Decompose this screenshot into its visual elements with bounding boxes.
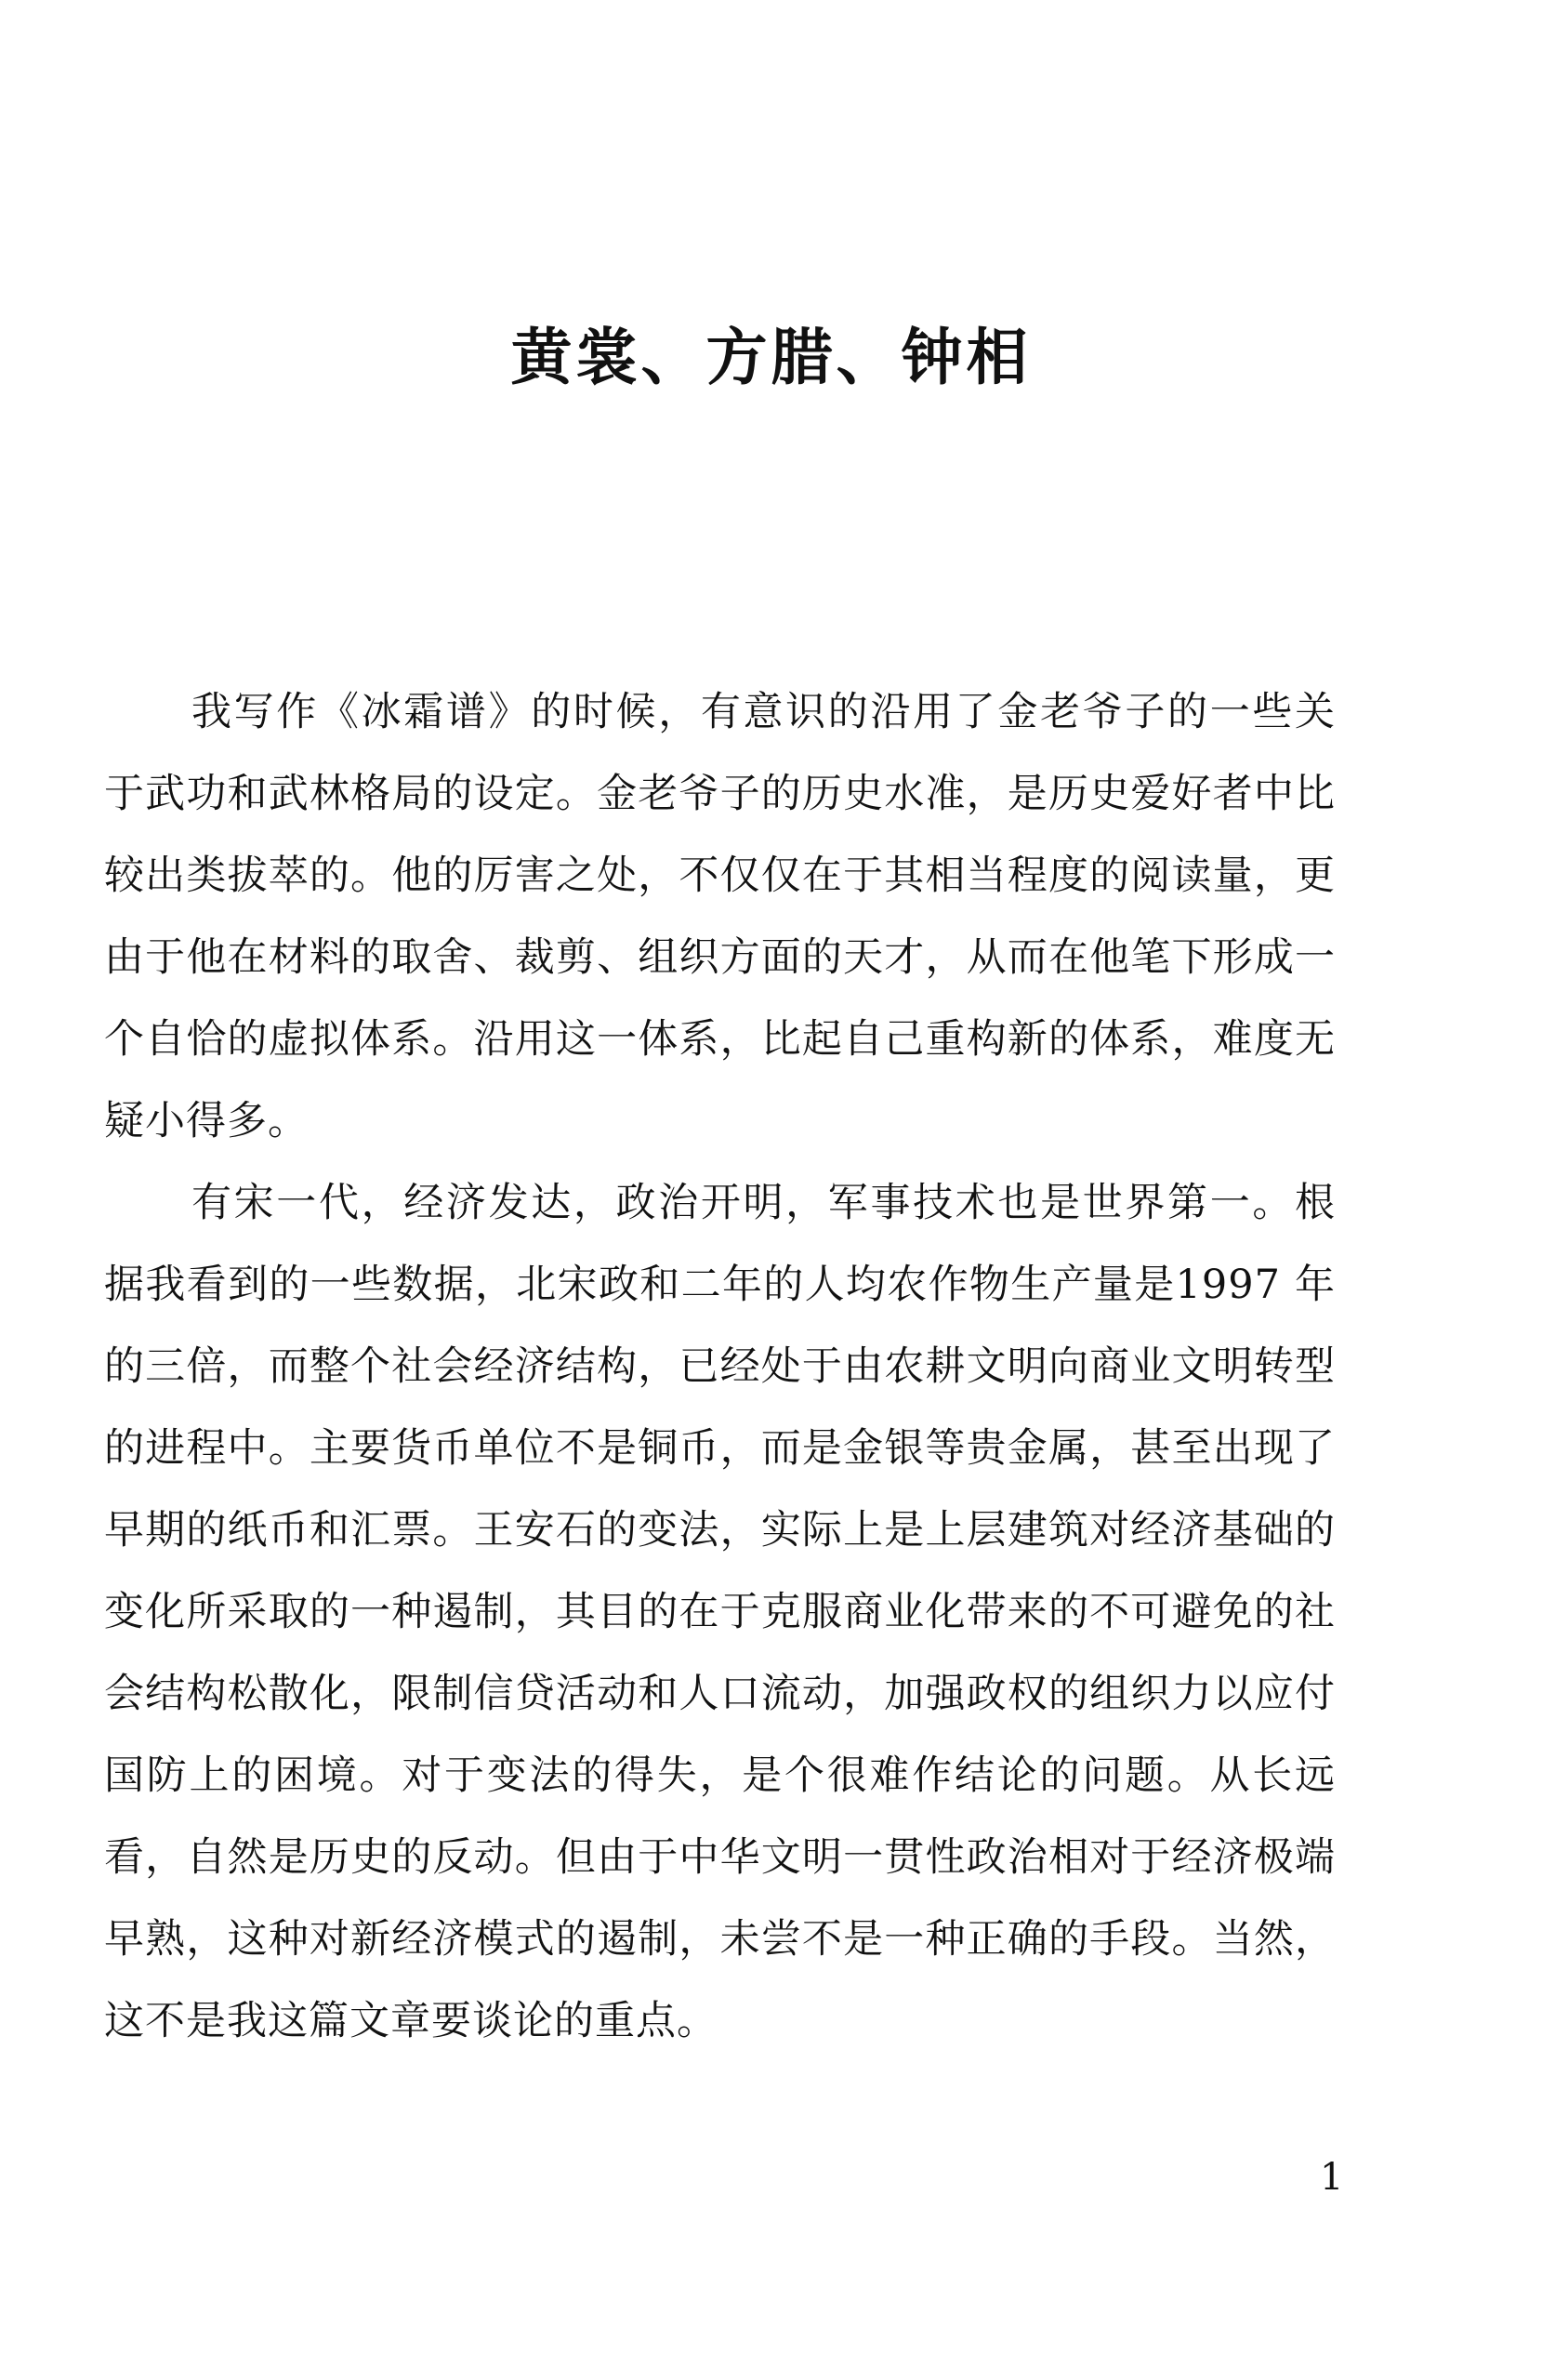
article-body — [104, 671, 1336, 2062]
paragraph-1: 我写作《冰霜谱》的时候，有意识的沿用了金老爷子的一些关于武功和武林格局的设定。金老爷子的历史水准，是历史爱好者中比较出类拔萃的。他的厉害之处，不仅仅在于其相当程度的阅读量，更由于他在材料的取舍、裁剪、组织方面的天才，从而在他笔下形成一个自恰的虚拟体系。沿用这一体系，比起自己重构新的体系，难度无疑小得多。 — [104, 689, 1336, 1144]
paragraph-2: 有宋一代，经济发达，政治开明，军事技术也是世界第一。根据我看到的一些数据，北宋政和二年的人均农作物生产量是1997 年的三倍，而整个社会经济结构，已经处于由农耕文明向商业文明转型的进程中。主要货币单位不是铜币，而是金银等贵金属，甚至出现了早期的纸币和汇票。王安石的变法，实际上是上层建筑对经济基础的变化所采取的一种遏制，其目的在于克服商业化带来的不可避免的社会结构松散化，限制信贷活动和人口流动，加强政权的组织力以应付国防上的困境。对于变法的得失，是个很难作结论的问题。从长远看，自然是历史的反动。但由于中华文明一贯性政治相对于经济极端早熟，这种对新经济模式的遏制，未尝不是一种正确的手段。当然，这不是我这篇文章要谈论的重点。 — [104, 1180, 1336, 2044]
page-title: 黄裳、方腊、钟相 — [510, 322, 1032, 393]
page-number: 1 — [1320, 2156, 1344, 2199]
